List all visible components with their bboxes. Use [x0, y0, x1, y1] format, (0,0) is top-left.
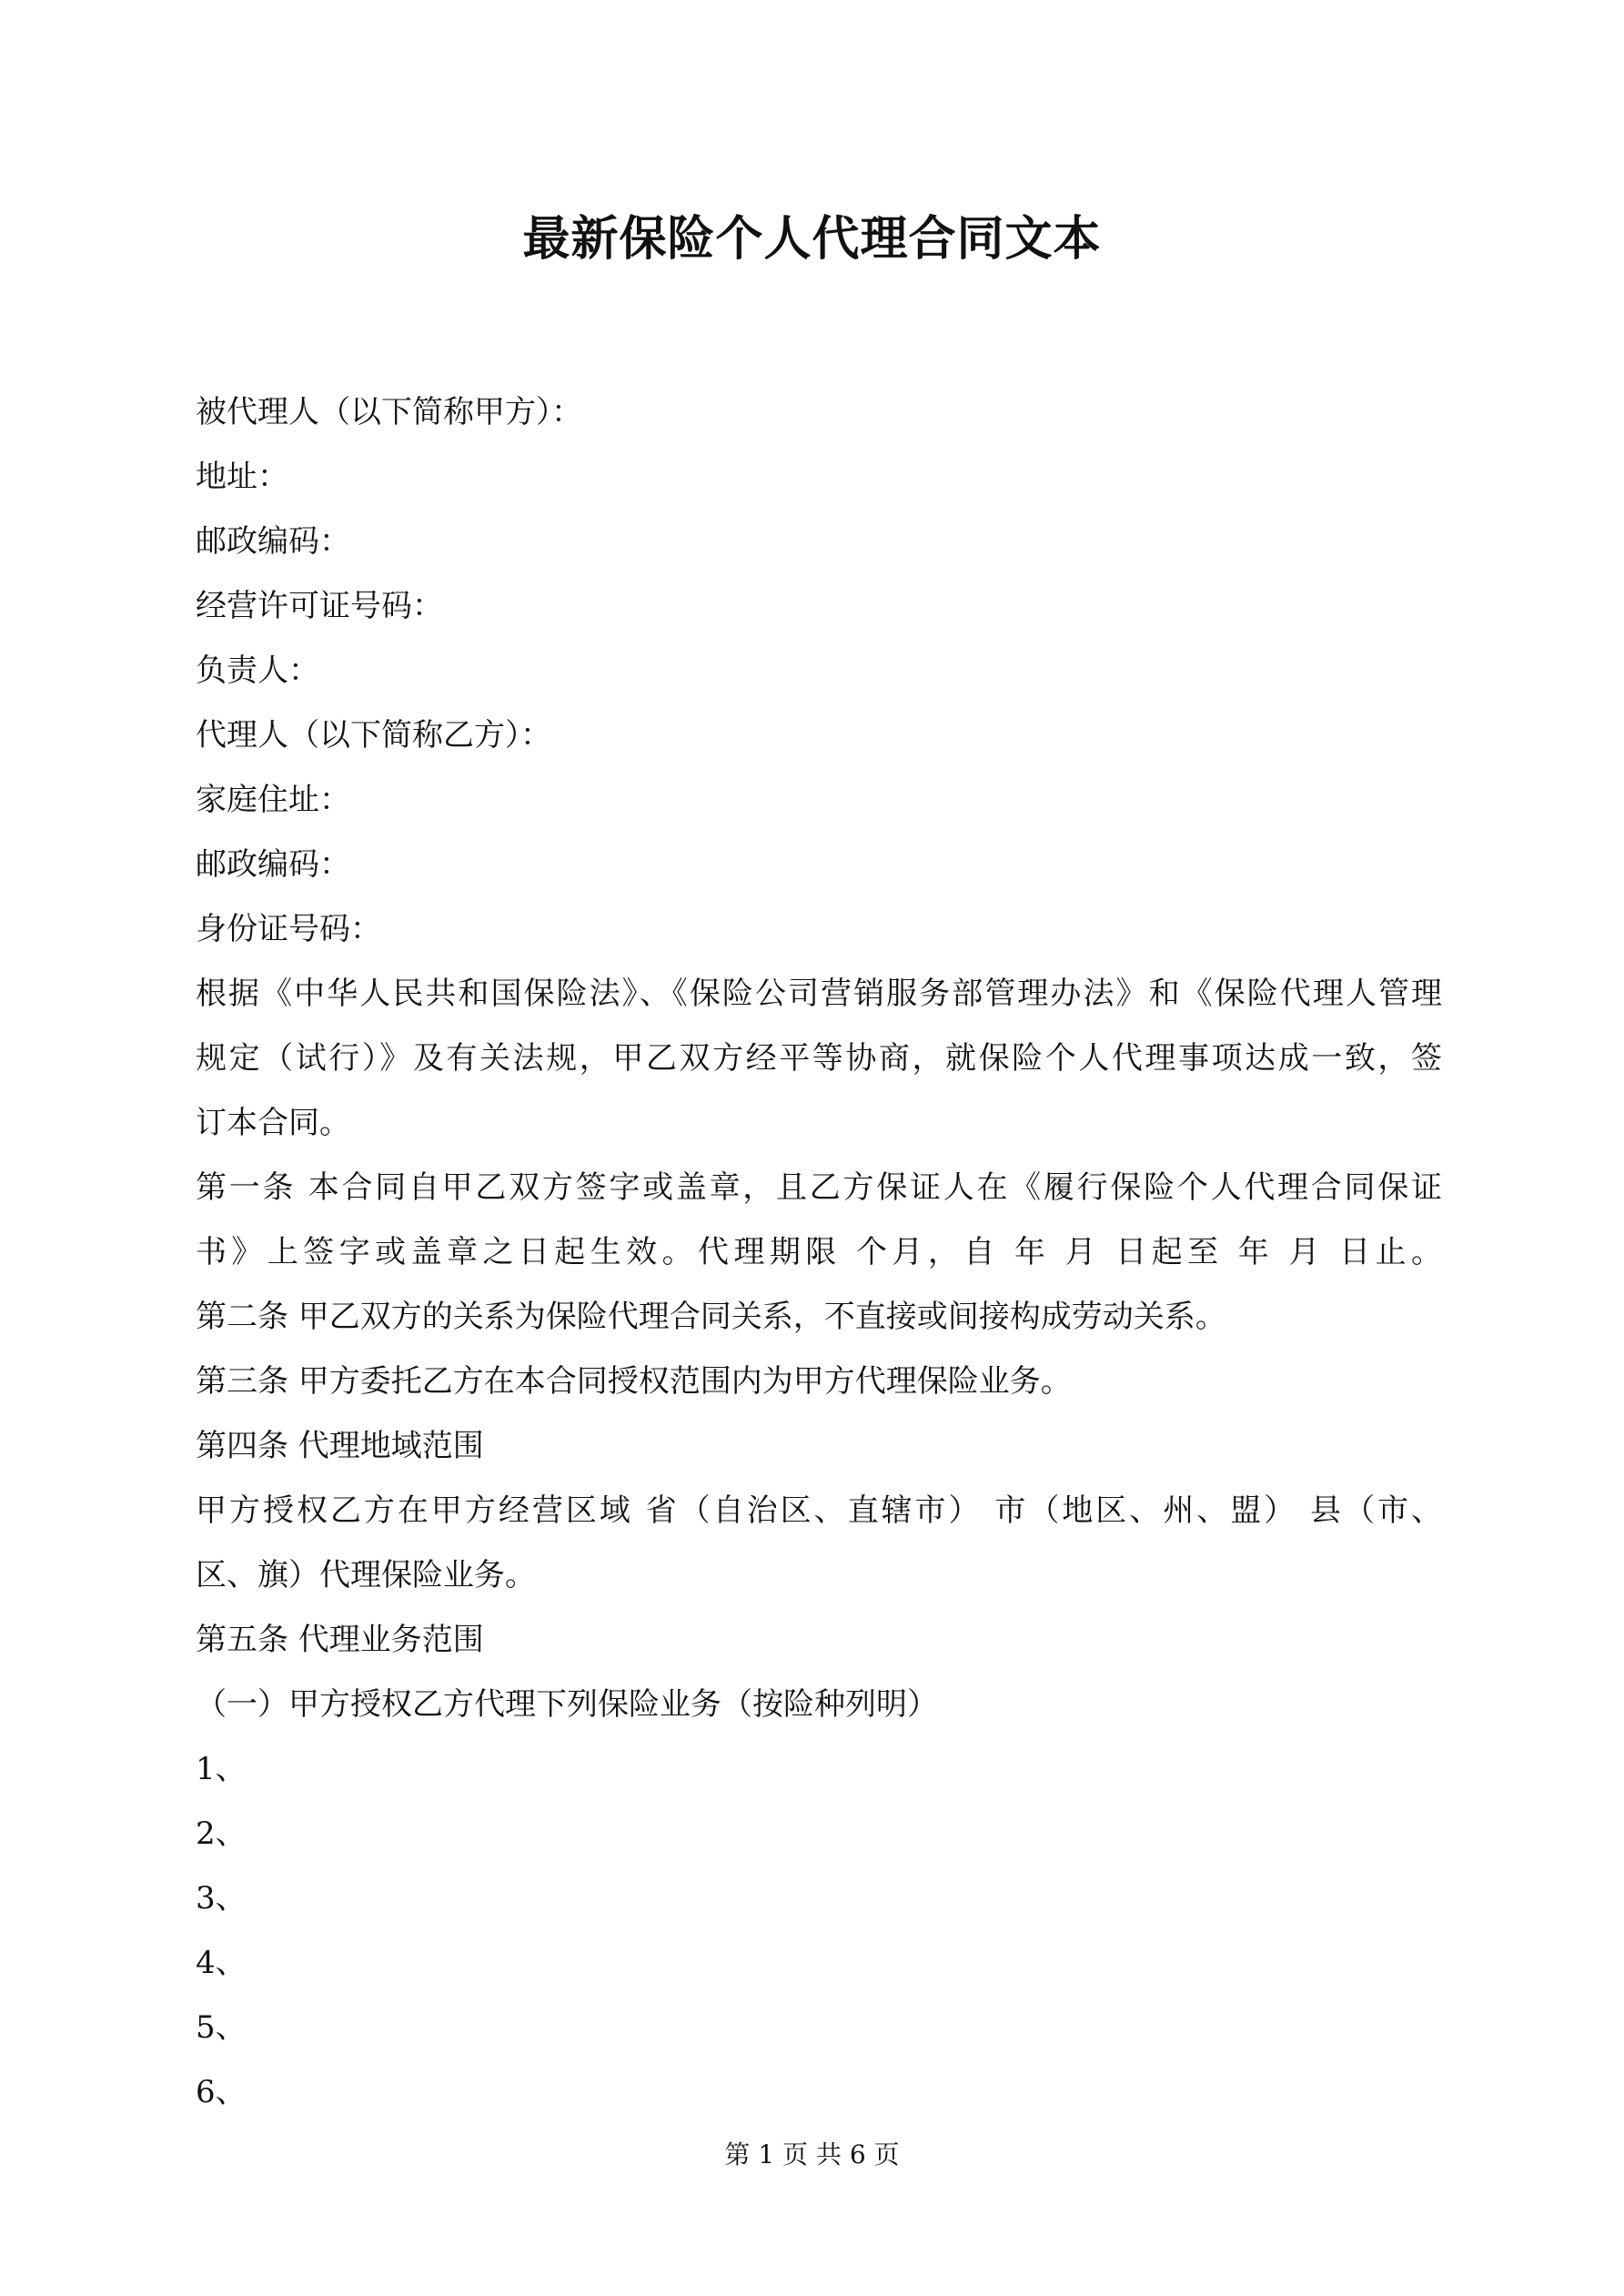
field-address: 地址： — [196, 459, 288, 495]
document-title: 最新保险个人代理合同文本 — [522, 211, 1102, 267]
field-person-in-charge: 负责人： — [196, 652, 319, 689]
list-item: 2、 — [196, 1816, 247, 1852]
article-5-heading: 第五条 代理业务范围 — [196, 1622, 484, 1658]
page-footer: 第 1 页 共 6 页 — [724, 2139, 900, 2170]
field-license-number: 经营许可证号码： — [196, 588, 443, 624]
preamble-line: 根据《中华人民共和国保险法》、《保险公司营销服务部管理办法》和《保险代理人管理 — [196, 976, 1442, 1012]
preamble-line: 订本合同。 — [196, 1105, 350, 1141]
article-5-item-intro: （一）甲方授权乙方代理下列保险业务（按险种列明） — [196, 1686, 938, 1723]
field-agent-postcode: 邮政编码： — [196, 846, 350, 883]
list-item: 6、 — [196, 2074, 247, 2110]
preamble-line: 规定（试行）》及有关法规，甲乙双方经平等协商，就保险个人代理事项达成一致，签 — [196, 1040, 1442, 1077]
field-postcode: 邮政编码： — [196, 523, 350, 560]
field-id-number: 身份证号码： — [196, 911, 381, 947]
list-item: 3、 — [196, 1880, 247, 1917]
field-home-address: 家庭住址： — [196, 782, 350, 818]
list-item: 5、 — [196, 2009, 247, 2046]
list-item: 4、 — [196, 1945, 247, 1981]
article-4-line: 区、旗）代理保险业务。 — [196, 1557, 536, 1593]
article-2: 第二条 甲乙双方的关系为保险代理合同关系，不直接或间接构成劳动关系。 — [196, 1299, 1226, 1335]
article-4-line: 甲方授权乙方在甲方经营区域 省（自治区、直辖市） 市（地区、州、盟） 县（市、 — [196, 1492, 1442, 1529]
field-agent: 代理人（以下简称乙方）： — [196, 717, 551, 754]
article-1-line: 第一条 本合同自甲乙双方签字或盖章，且乙方保证人在《履行保险个人代理合同保证 — [196, 1169, 1442, 1206]
document-body — [196, 380, 1442, 2125]
article-4-heading: 第四条 代理地域范围 — [196, 1428, 484, 1464]
field-principal: 被代理人（以下简称甲方）： — [196, 394, 582, 430]
article-3: 第三条 甲方委托乙方在本合同授权范围内为甲方代理保险业务。 — [196, 1363, 1072, 1400]
article-1-line: 书》上签字或盖章之日起生效。代理期限 个月，自 年 月 日起至 年 月 日止。 — [196, 1234, 1442, 1270]
list-item: 1、 — [196, 1751, 247, 1787]
